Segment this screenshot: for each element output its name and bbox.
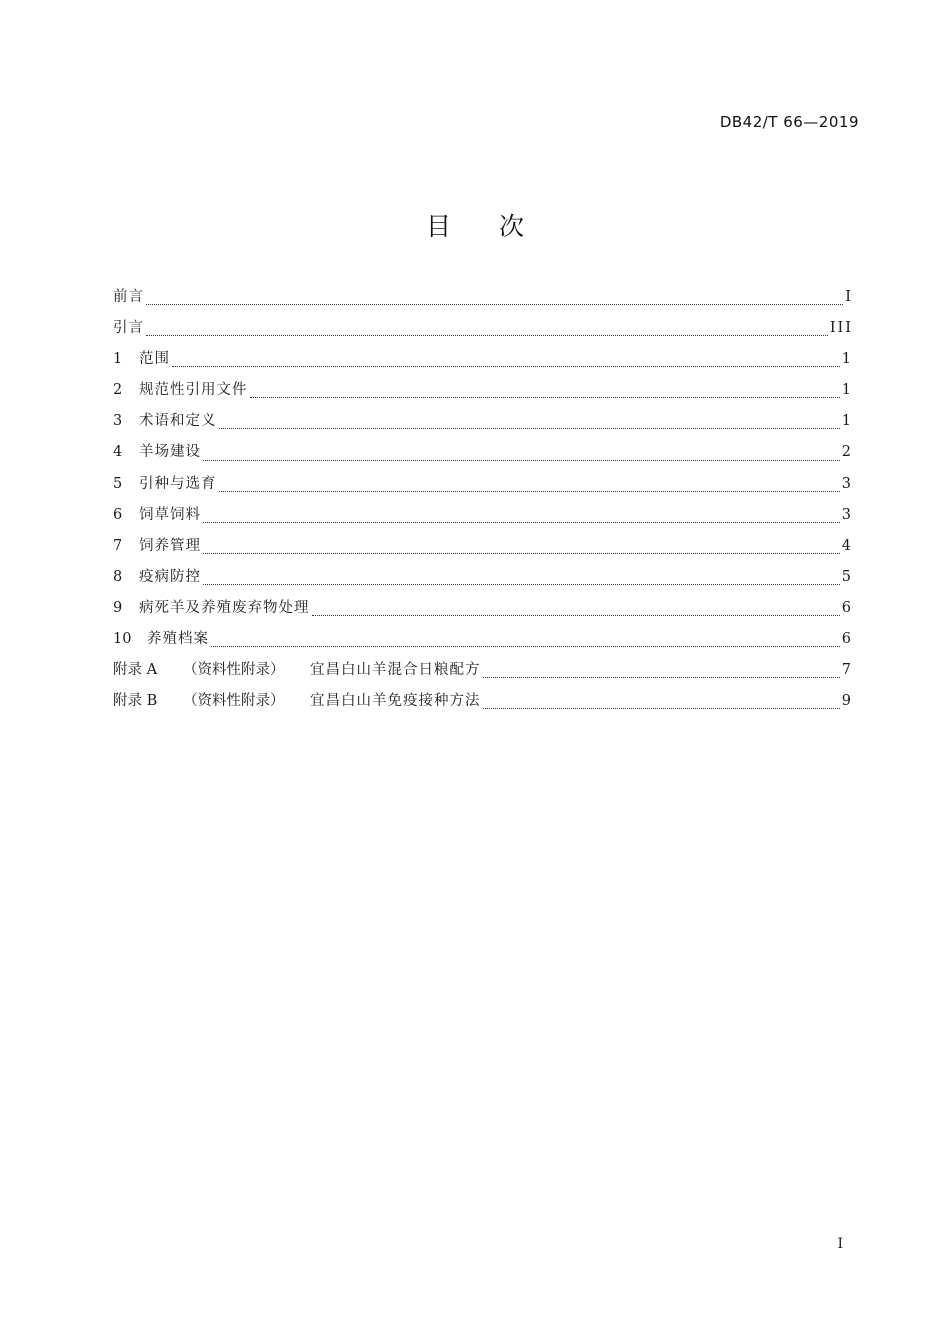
toc-dot-leader <box>211 646 840 647</box>
toc-entry-appendix-b[interactable] <box>113 689 851 720</box>
appendix-label: 附录 A <box>113 662 158 679</box>
toc-entry-text: 宜昌白山羊混合日粮配方 <box>310 662 481 679</box>
toc-entry-page: 4 <box>841 537 853 554</box>
appendix-type: （资料性附录） <box>183 662 285 679</box>
toc-entry-text: 术语和定义 <box>139 413 217 430</box>
toc-entry-text: 病死羊及养殖废弃物处理 <box>139 599 310 616</box>
toc-entry-page: I <box>845 289 853 305</box>
toc-entry-page: III <box>829 320 853 337</box>
toc-entry-number: 1 <box>113 351 123 368</box>
toc-entry-page: 3 <box>841 475 853 492</box>
toc-dot-leader <box>250 397 840 398</box>
toc-dot-leader <box>483 677 840 678</box>
toc-entry-10[interactable] <box>113 627 851 658</box>
toc-entry-text: 宜昌白山羊免疫接种方法 <box>310 693 481 710</box>
toc-entry-3[interactable] <box>113 409 851 440</box>
toc-entry-8[interactable] <box>113 565 851 596</box>
toc-dot-leader <box>146 304 843 305</box>
toc-entry-text: 羊场建设 <box>139 444 201 461</box>
toc-entry-9[interactable] <box>113 596 851 627</box>
table-of-contents <box>113 285 851 720</box>
toc-entry-text: 养殖档案 <box>147 631 209 648</box>
toc-entry-text: 范围 <box>139 351 170 368</box>
toc-entry-page: 5 <box>841 568 853 585</box>
toc-entry-7[interactable] <box>113 534 851 565</box>
toc-entry-number: 6 <box>113 506 123 523</box>
toc-dot-leader <box>203 522 840 523</box>
toc-entry-page: 6 <box>841 631 853 648</box>
toc-entry-text: 前言 <box>113 289 144 305</box>
toc-entry-text: 饲养管理 <box>139 537 201 554</box>
toc-dot-leader <box>483 708 840 709</box>
toc-entry-text: 引种与选育 <box>139 475 217 492</box>
toc-dot-leader <box>203 553 840 554</box>
toc-entry-number: 10 <box>113 631 132 648</box>
appendix-label: 附录 B <box>113 693 158 710</box>
toc-title: 目次 <box>425 212 572 241</box>
toc-dot-leader <box>219 428 840 429</box>
toc-entry-text: 引言 <box>113 320 144 337</box>
toc-entry-number: 9 <box>113 599 123 616</box>
toc-dot-leader <box>219 491 840 492</box>
toc-dot-leader <box>203 584 840 585</box>
toc-entry-text: 饲草饲料 <box>139 506 201 523</box>
toc-entry-page: 7 <box>841 662 853 679</box>
toc-entry-page: 1 <box>841 382 853 399</box>
page-number: I <box>837 1236 843 1252</box>
toc-entry-foreword[interactable] <box>113 285 851 316</box>
appendix-type: （资料性附录） <box>183 693 285 710</box>
toc-dot-leader <box>172 366 840 367</box>
toc-entry-page: 1 <box>841 351 853 368</box>
toc-entry-appendix-a[interactable] <box>113 658 851 689</box>
toc-entry-number: 7 <box>113 537 123 554</box>
toc-entry-page: 9 <box>841 693 853 710</box>
toc-entry-1[interactable] <box>113 347 851 378</box>
toc-dot-leader <box>146 335 828 336</box>
toc-entry-number: 5 <box>113 475 123 492</box>
toc-entry-introduction[interactable] <box>113 316 851 347</box>
toc-entry-number: 3 <box>113 413 123 430</box>
toc-entry-number: 8 <box>113 568 123 585</box>
toc-dot-leader <box>203 460 840 461</box>
toc-entry-page: 2 <box>841 444 853 461</box>
toc-entry-number: 2 <box>113 382 123 399</box>
toc-entry-4[interactable] <box>113 440 851 471</box>
toc-entry-text: 疫病防控 <box>139 568 201 585</box>
toc-entry-number: 4 <box>113 444 123 461</box>
toc-entry-page: 1 <box>841 413 853 430</box>
toc-entry-2[interactable] <box>113 378 851 409</box>
toc-entry-5[interactable] <box>113 472 851 503</box>
toc-entry-6[interactable] <box>113 503 851 534</box>
toc-dot-leader <box>312 615 840 616</box>
toc-entry-page: 3 <box>841 506 853 523</box>
toc-entry-page: 6 <box>841 599 853 616</box>
toc-entry-text: 规范性引用文件 <box>139 382 248 399</box>
document-code: DB42/T 66—2019 <box>719 113 859 131</box>
